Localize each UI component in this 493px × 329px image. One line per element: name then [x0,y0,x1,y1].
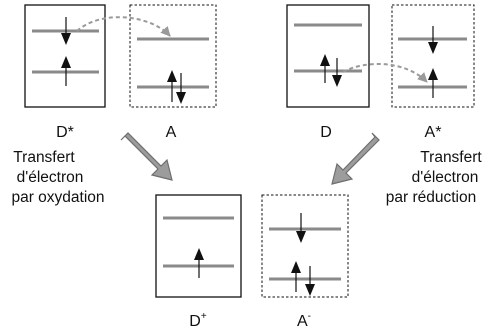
reduction-caption-line-1: Transfert [420,149,482,166]
label-d-star: D* [56,124,74,141]
box-a [130,5,216,107]
label-d-plus: D+ [189,311,207,329]
label-a: A [165,124,177,141]
label-a-minus: A- [296,311,312,329]
box-a-star [392,5,474,107]
oxidation-caption-line-3: par oxydation [11,189,105,206]
reduction-caption-line-3: par réduction [385,189,477,206]
reduction-caption-line-2: d'électron [411,169,479,186]
label-a-star: A* [424,124,442,141]
box-d-plus [156,195,241,297]
box-a-minus-frame [262,195,348,297]
box-d [287,5,369,107]
box-a-minus [262,195,348,297]
oxidation-caption-line-2: d'électron [16,169,84,186]
label-d: D [320,124,332,141]
box-a-frame [130,5,216,107]
box-d-star [25,5,105,107]
box-d-plus-frame [156,195,241,297]
reduction-process-arrow [332,133,379,184]
oxidation-process-arrow [121,133,172,180]
box-d-star-frame [25,5,105,107]
oxidation-caption-line-1: Transfert [13,149,75,166]
box-d-frame [287,5,369,107]
